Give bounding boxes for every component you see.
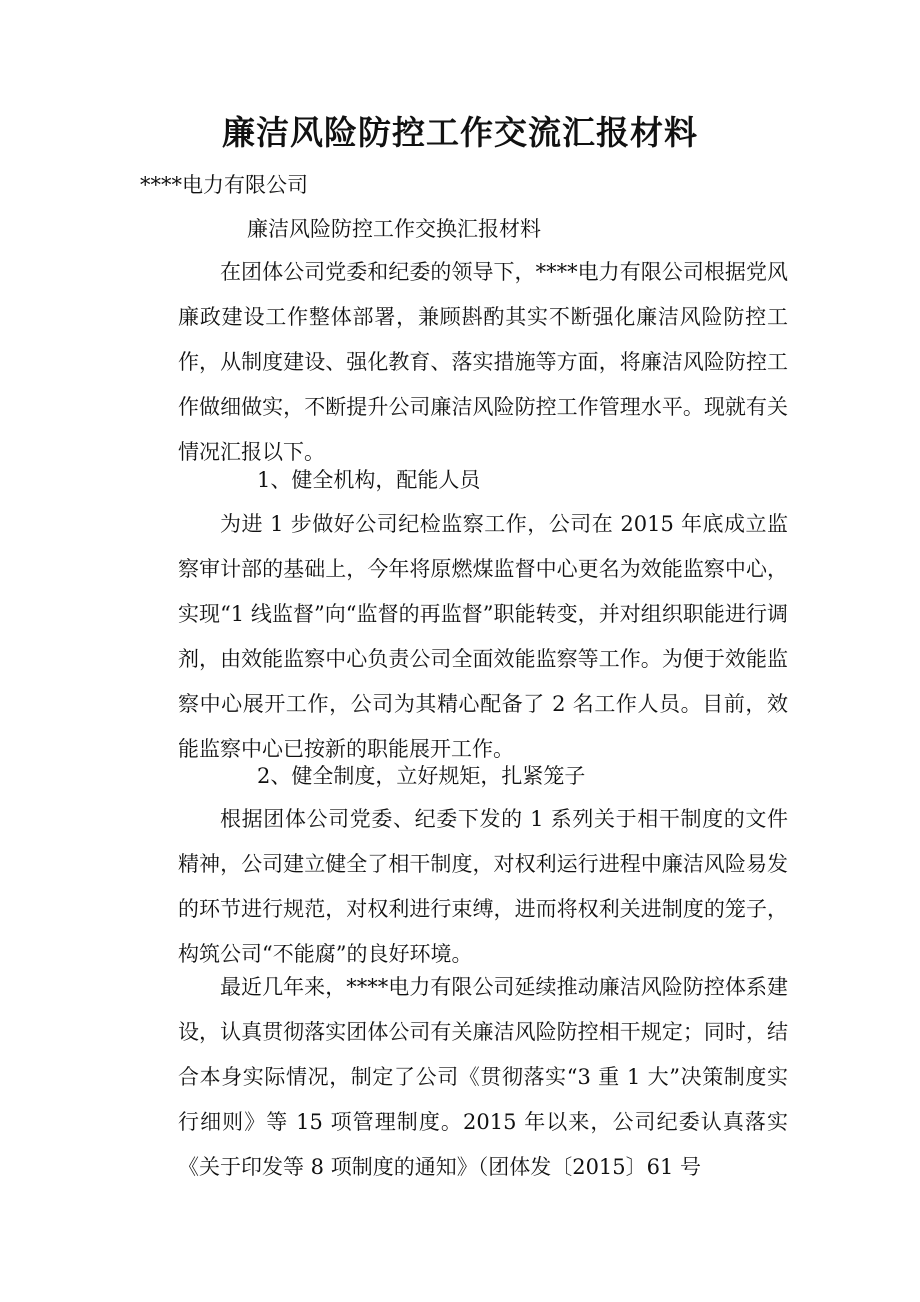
section-2-paragraph: 根据团体公司党委、纪委下发的 1 系列关于相干制度的文件精神，公司建立健全了相干制度，对权利运行进程中廉洁风险易发的环节进行规范，对权利进行束缚，进而将权利关进制度的笼子，构筑公司“不能腐”的良好环境。 (178, 807, 788, 966)
document-subtitle: 廉洁风险防控工作交换汇报材料 (247, 217, 541, 241)
document-title: 廉洁风险防控工作交流汇报材料 (222, 113, 698, 152)
intro-paragraph: 在团体公司党委和纪委的领导下，****电力有限公司根据党风廉政建设工作整体部署，兼顾斟酌其实不断强化廉洁风险防控工作，从制度建设、强化教育、落实措施等方面，将廉洁风险防控工作做细做实，不断提升公司廉洁风险防控工作管理水平。现就有关情况汇报以下。 (178, 260, 788, 464)
section-heading-1: 1、健全机构，配能人员 (257, 468, 481, 492)
company-name: ****电力有限公司 (140, 173, 308, 197)
section-2-paragraph-continued: 最近几年来，****电力有限公司延续推动廉洁风险防控体系建设，认真贯彻落实团体公司有关廉洁风险防控相干规定；同时，结合本身实际情况，制定了公司《贯彻落实“3 重 1 大”决策制度实行细则》等 15 项管理制度。2015 年以来，公司纪委认真落实《关于印发等 8 项制度的通知》（团体发〔2015〕61 号 (178, 975, 788, 1179)
section-1-paragraph: 为进 1 步做好公司纪检监察工作，公司在 2015 年底成立监察审计部的基础上，今年将原燃煤监督中心更名为效能监察中心，实现“1 线监督”向“监督的再监督”职能转变，并对组织职能进行调剂，由效能监察中心负责公司全面效能监察等工作。为便于效能监察中心展开工作，公司为其精心配备了 2 名工作人员。目前，效能监察中心已按新的职能展开工作。 (178, 512, 788, 761)
section-heading-2: 2、健全制度，立好规矩，扎紧笼子 (257, 764, 586, 788)
